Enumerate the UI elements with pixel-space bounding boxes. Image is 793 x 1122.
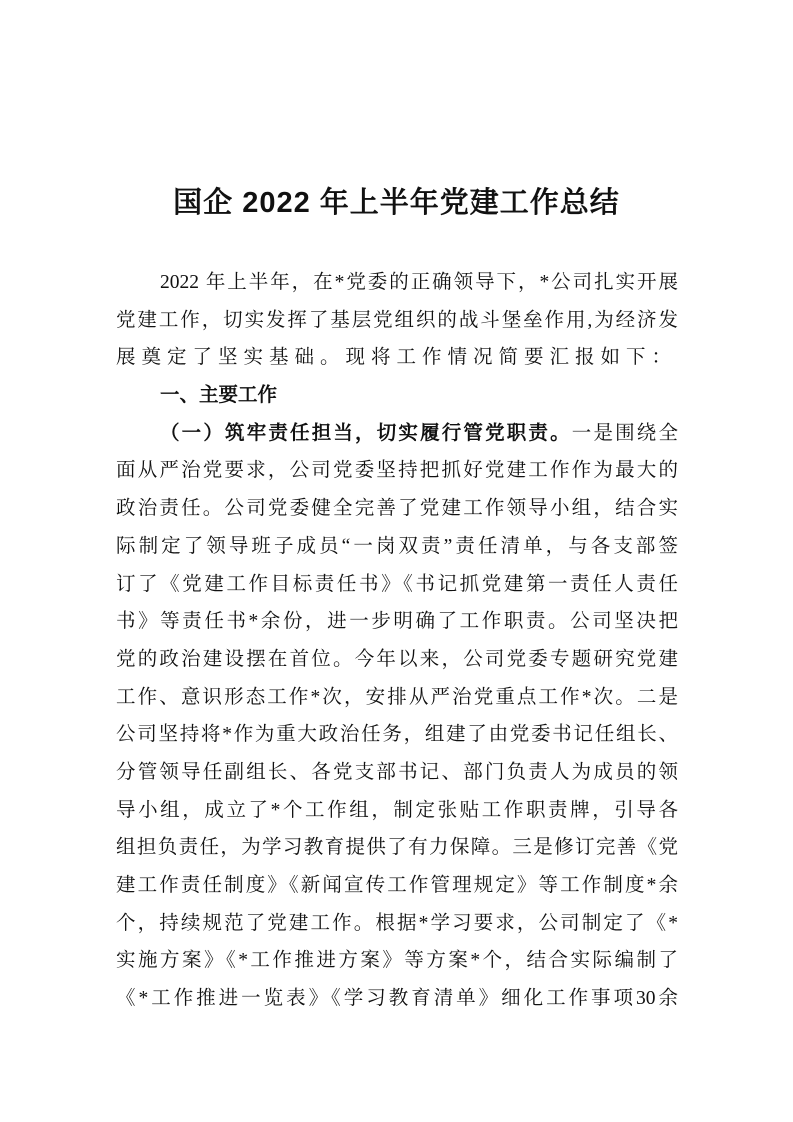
subsection-line	[116, 415, 678, 453]
paragraph-line: 面从严治党要求，公司党委坚持把抓好党建工作作为最大的	[116, 460, 678, 482]
subsection-title: （一）筑牢责任担当，切实履行管党职责。	[160, 422, 572, 444]
section-heading: 一、主要工作	[160, 384, 278, 407]
paragraph-line: 党建工作，切实发挥了基层党组织的战斗堡垒作用,为经济发	[116, 309, 678, 331]
paragraph-line: 际制定了领导班子成员“一岗双责”责任清单，与各支部签	[116, 535, 678, 557]
paragraph-line: 书》等责任书*余份，进一步明确了工作职责。公司坚决把	[116, 611, 678, 633]
paragraph-line: 政治责任。公司党委健全完善了党建工作领导小组，结合实	[116, 498, 678, 520]
document-title: 国企 2022 年上半年党建工作总结	[173, 187, 620, 219]
paragraph-line: 展奠定了坚实基础。现将工作情况简要汇报如下：	[116, 347, 678, 369]
document-body	[116, 264, 678, 1018]
paragraph-line: 订了《党建工作目标责任书》《书记抓党建第一责任人责任	[116, 573, 678, 595]
paragraph-line: 工作、意识形态工作*次，安排从严治党重点工作*次。二是	[116, 686, 678, 708]
paragraph-line: 《*工作推进一览表》《学习教育清单》细化工作事项30余	[116, 988, 678, 1010]
paragraph-line: 建工作责任制度》《新闻宣传工作管理规定》等工作制度*余	[116, 875, 678, 896]
paragraph-line: 实施方案》《*工作推进方案》等方案*个，结合实际编制了	[116, 950, 678, 972]
paragraph-line: 个，持续规范了党建工作。根据*学习要求，公司制定了《*	[116, 912, 678, 934]
paragraph-line: 导小组，成立了*个工作组，制定张贴工作职责牌，引导各	[116, 799, 678, 821]
paragraph-line: 组担负责任，为学习教育提供了有力保障。三是修订完善《党	[116, 837, 678, 859]
paragraph-line: 2022 年上半年，在*党委的正确领导下，*公司扎实开展	[160, 272, 678, 293]
paragraph-line: 公司坚持将*作为重大政治任务，组建了由党委书记任组长、	[116, 724, 678, 746]
paragraph-line: 分管领导任副组长、各党支部书记、部门负责人为成员的领	[116, 761, 678, 783]
paragraph-line: 党的政治建设摆在首位。今年以来，公司党委专题研究党建	[116, 648, 678, 670]
paragraph-text: 一是围绕全	[571, 422, 678, 444]
